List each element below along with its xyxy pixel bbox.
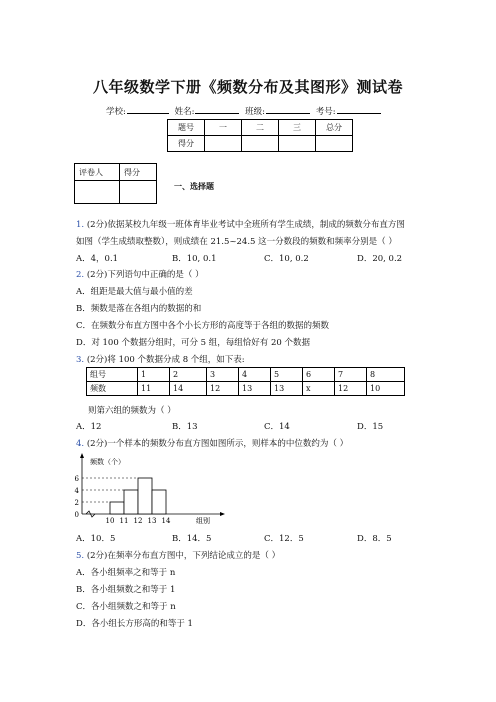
option-d[interactable]: D．8．5 [357,534,392,544]
option-b[interactable]: B．13 [172,422,198,432]
score-header-cell: 总分 [316,120,353,136]
question-number: 2. [76,270,85,280]
x-tick-label: 14 [161,517,171,525]
option-c[interactable]: C．14 [264,422,290,432]
option-a[interactable]: A．10．5 [76,534,116,544]
score-table [167,119,353,152]
y-tick-label: 2 [74,499,79,507]
question-4 [76,437,348,449]
table-cell: 6 [303,368,335,382]
score-row-label: 得分 [168,136,205,152]
table-cell: 14 [170,382,207,396]
exam-number-blank[interactable] [337,104,381,114]
table-cell: 8 [367,368,405,382]
x-tick-label: 12 [133,517,143,525]
table-cell: 4 [239,368,271,382]
score-header-cell: 二 [242,120,279,136]
table-cell: 组号 [87,368,138,382]
option-a[interactable]: A．组距是最大值与最小值的差 [76,287,193,297]
question-text: (2分)一个样本的频数分布直方图如图所示，则样本的中位数约为（ ） [86,439,349,449]
option-c[interactable]: C．12．5 [264,534,304,544]
histogram-chart [70,452,230,528]
question-number: 5. [76,551,85,561]
option-d[interactable]: D．20, 0.2 [357,254,403,264]
y-axis-arrow [80,453,84,458]
score-cell[interactable] [242,136,279,152]
table-cell: 3 [207,368,239,382]
question-text: (2分)将 100 个数据分成 8 个组，如下表: [86,355,245,365]
question-text: (2分)下列语句中正确的是（ ） [86,270,204,280]
class-blank[interactable] [266,104,310,114]
option-b[interactable]: B．频数是落在各组内的数据的和 [76,304,202,314]
x-tick-label: 11 [119,517,129,525]
y-tick-label: 6 [74,475,79,483]
option-a[interactable]: A．12 [76,422,102,432]
table-cell: 12 [207,382,239,396]
table-cell: x [303,382,335,396]
question-3 [76,353,245,365]
table-cell: 10 [367,382,405,396]
table-cell: 7 [335,368,367,382]
table-cell: 11 [138,382,170,396]
histogram-bar [110,502,124,514]
class-label: 班级: [245,107,266,117]
score-cell[interactable] [316,136,353,152]
score-header-cell: 三 [279,120,316,136]
question-text: (2分)依据某校九年级一班体育毕业考试中全班所有学生成绩，制成的频数分布直方图 [86,220,405,230]
student-info-line [106,104,384,117]
table-cell: 频数 [87,382,138,396]
histogram-bar [124,490,138,514]
score-cell[interactable] [279,136,316,152]
frequency-table [86,367,405,396]
y-axis-label: 频数（个） [90,458,125,466]
grader-header: 评卷人 [75,164,120,181]
table-cell: 1 [138,368,170,382]
x-tick-label: 13 [147,517,157,525]
grader-score-header: 得分 [120,164,157,181]
option-d[interactable]: D．各小组长方形高的和等于 1 [76,619,193,629]
school-blank[interactable] [127,104,169,114]
question-2 [76,268,204,280]
option-c[interactable]: C．在频数分布直方图中各个小长方形的高度等于各组的数据的频数 [76,321,330,331]
histogram-bar [152,490,166,514]
table-cell: 12 [335,382,367,396]
y-tick-label: 0 [74,511,79,519]
question-number: 3. [76,355,85,365]
question-text: (2分)在频率分布直方图中，下列结论成立的是（ ） [86,551,281,561]
school-label: 学校: [106,107,126,117]
section-title: 一、选择题 [174,181,214,191]
table-cell: 2 [170,368,207,382]
x-axis-label: 组别 [196,517,210,525]
table-cell: 13 [271,382,303,396]
score-header-cell: 一 [205,120,242,136]
question-number: 1. [76,220,85,230]
option-c[interactable]: C．10, 0.2 [264,254,309,264]
x-axis-arrow [220,512,225,516]
y-tick-label: 4 [74,487,79,495]
x-tick-label: 10 [105,517,115,525]
option-b[interactable]: B．10, 0.1 [172,254,217,264]
grader-table [74,163,157,204]
table-cell: 13 [239,382,271,396]
option-a[interactable]: A．各小组频率之和等于 n [76,568,176,578]
option-d[interactable]: D．对 100 个数据分组时，可分 5 组，每组恰好有 20 个数据 [76,338,310,348]
exam-number-label: 考号: [315,107,336,117]
option-c[interactable]: C．各小组频数之和等于 n [76,602,176,612]
question-number: 4. [76,439,85,449]
question-1 [76,218,405,230]
name-blank[interactable] [195,104,239,114]
grader-score-cell[interactable] [120,181,157,204]
question-1-line-2: 如图（学生成绩取整数），则成绩在 21.5~24.5 这一分数段的频数和频率分别是（ ） [76,237,397,247]
grader-cell[interactable] [75,181,120,204]
option-b[interactable]: B．各小组频数之和等于 1 [76,585,176,595]
option-d[interactable]: D．15 [357,422,384,432]
question-3-followup: 则第六组的频数为（ ） [88,406,176,416]
score-header-cell: 题号 [168,120,205,136]
option-b[interactable]: B．14．5 [172,534,212,544]
option-a[interactable]: A．4，0.1 [76,254,119,264]
histogram-bar [138,478,152,514]
name-label: 姓名: [174,107,195,117]
score-cell[interactable] [205,136,242,152]
table-cell: 5 [271,368,303,382]
question-5 [76,549,280,561]
page-title: 八年级数学下册《频数分布及其图形》测试卷 [92,78,403,96]
